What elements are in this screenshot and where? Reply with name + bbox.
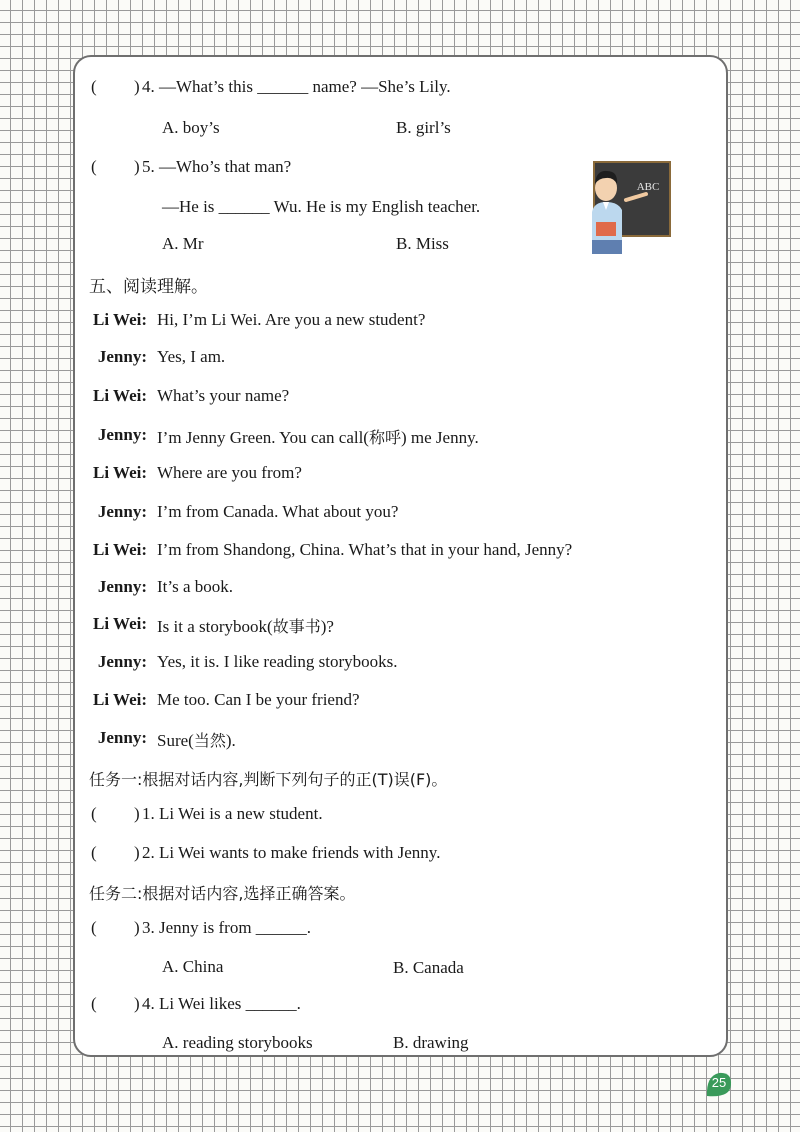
board-text: ABC [636,181,660,193]
answer-paren-open: ( [91,157,97,176]
question-5-option-b: B. Miss [396,234,449,253]
page-number: 25 [711,1075,727,1090]
task-2-question-3-option-a: A. China [162,957,224,976]
task-1-title: 任务一:根据对话内容,判断下列句子的正(T)误(F)。 [89,770,448,789]
teacher-illustration [586,160,672,256]
page-number-badge [704,1070,734,1100]
answer-paren-open: ( [91,77,97,96]
dialogue-speaker: Jenny: [97,652,147,671]
task-2-question-3: 3. Jenny is from ______. [142,918,312,937]
dialogue-line [157,728,236,751]
dialogue-line [157,463,302,483]
dialogue-line-text: Sure( [157,731,194,750]
dialogue-line [157,425,479,448]
dialogue-speaker: Li Wei: [93,690,147,709]
answer-paren-open: ( [91,843,97,862]
dialogue-chinese-gloss: 当然 [193,731,226,750]
dialogue-line-text: Yes, I am. [157,347,226,366]
dialogue-line-text: Where are you from? [157,463,302,482]
dialogue-speaker: Li Wei: [93,614,147,633]
dialogue-line [157,310,425,330]
task-1-question-1: 1. Li Wei is a new student. [142,804,323,823]
dialogue-line [157,386,289,406]
answer-paren-close: ) [134,994,140,1013]
answer-paren-open: ( [91,918,97,937]
dialogue-line-text: I’m from Shandong, China. What’s that in your hand, Jenny? [157,540,573,559]
dialogue-line [157,652,398,672]
question-4-text: 4. —What’s this ______ name? —She’s Lily. [142,77,451,96]
dialogue-line-text: Yes, it is. I like reading storybooks. [157,652,398,671]
task-2-question-3-option-b: B. Canada [393,958,464,977]
dialogue-chinese-gloss: 故事书 [272,617,321,636]
dialogue-chinese-gloss: 称呼 [368,428,401,447]
task-2-question-4-option-b: B. drawing [393,1033,469,1052]
answer-paren-open: ( [91,804,97,823]
answer-paren-close: ) [134,157,140,176]
dialogue-line [157,690,360,710]
dialogue-speaker: Jenny: [97,728,147,747]
question-4-option-b: B. girl’s [396,118,451,137]
dialogue-line-text: It’s a book. [157,577,234,596]
dialogue-line-end: ). [225,731,236,750]
dialogue-line-text: Hi, I’m Li Wei. Are you a new student? [157,310,426,329]
dialogue-line [157,577,233,597]
answer-paren-close: ) [134,843,140,862]
dialogue-line-text: Is it a storybook( [157,617,273,636]
task-2-question-4: 4. Li Wei likes ______. [142,994,301,1013]
question-4-option-a: A. boy’s [162,118,220,137]
dialogue-speaker: Jenny: [97,347,147,366]
dialogue-line-end: ) me Jenny. [400,428,479,447]
dialogue-line-end: )? [320,617,334,636]
dialogue-line-text: I’m from Canada. What about you? [157,502,399,521]
answer-paren-close: ) [134,804,140,823]
task-2-title: 任务二:根据对话内容,选择正确答案。 [89,884,356,903]
question-5-text: 5. —Who’s that man? [142,157,292,176]
dialogue-line [157,347,225,367]
section-5-title: 五、阅读理解。 [89,277,208,297]
dialogue-speaker: Li Wei: [93,310,147,329]
dialogue-line [157,540,572,560]
answer-paren-open: ( [91,994,97,1013]
task-2-question-4-option-a: A. reading storybooks [162,1033,313,1052]
dialogue-speaker: Jenny: [97,502,147,521]
question-5-option-a: A. Mr [162,234,204,253]
question-5-text-2: —He is ______ Wu. He is my English teacher. [162,197,481,216]
dialogue-line [157,614,334,637]
dialogue-speaker: Jenny: [97,577,147,596]
dialogue-line-text: Me too. Can I be your friend? [157,690,360,709]
dialogue-speaker: Li Wei: [93,540,147,559]
dialogue-speaker: Li Wei: [93,386,147,405]
answer-paren-close: ) [134,77,140,96]
dialogue-speaker: Jenny: [97,425,147,444]
task-1-question-2: 2. Li Wei wants to make friends with Jenny. [142,843,441,862]
answer-paren-close: ) [134,918,140,937]
dialogue-line-text: I’m Jenny Green. You can call( [157,428,369,447]
dialogue-speaker: Li Wei: [93,463,147,482]
dialogue-line [157,502,398,522]
dialogue-line-text: What’s your name? [157,386,290,405]
